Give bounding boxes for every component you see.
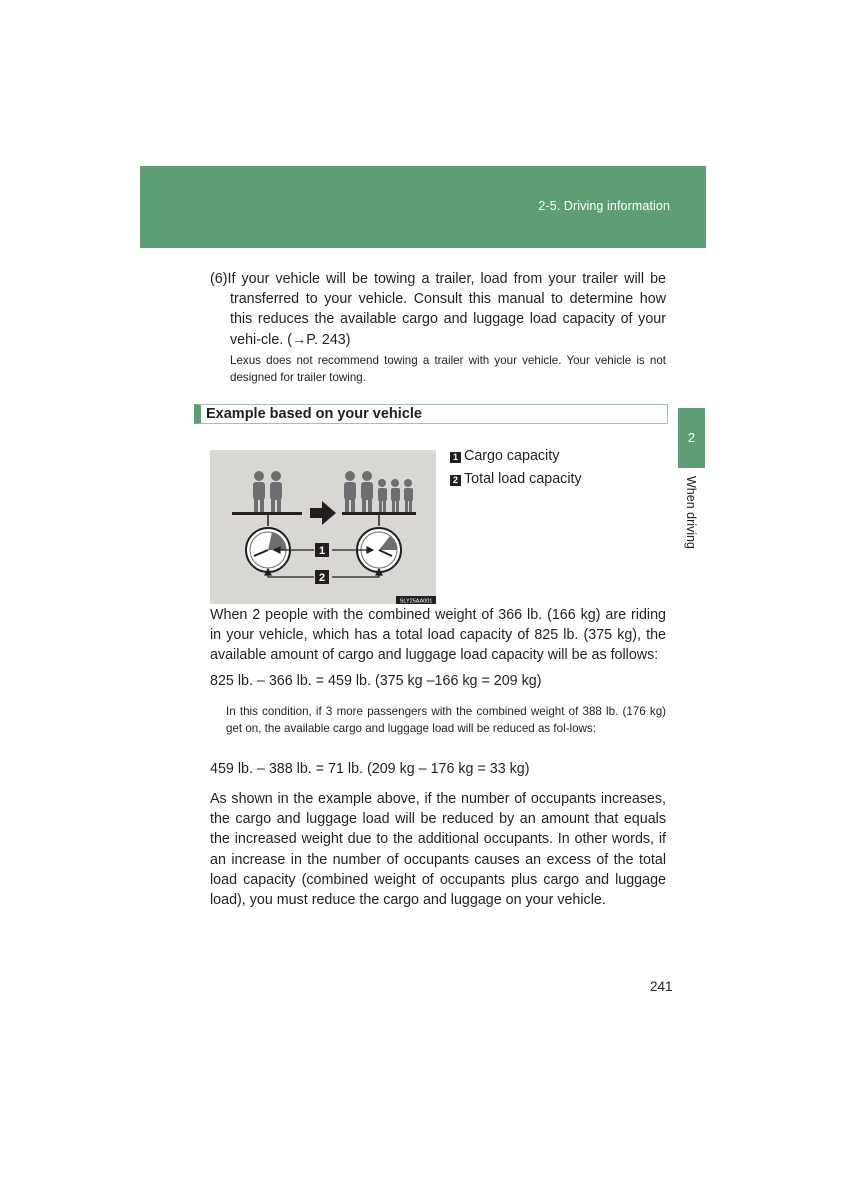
section-heading-title: Example based on your vehicle bbox=[206, 406, 422, 422]
trailer-note: Lexus does not recommend towing a trailer with your vehicle. Your vehicle is not designed for trailer towing. bbox=[230, 354, 666, 384]
gauge-after bbox=[357, 515, 401, 572]
calculation-2: 459 lb. – 388 lb. = 71 lb. (209 kg – 176 kg = 33 kg) bbox=[210, 761, 530, 777]
load-capacity-illustration bbox=[210, 450, 436, 604]
arrow-right-icon bbox=[310, 501, 336, 525]
page-number: 241 bbox=[650, 979, 673, 994]
section-heading bbox=[194, 404, 668, 424]
legend-item-cargo-capacity bbox=[450, 447, 559, 465]
callout-2-label: 2 bbox=[318, 572, 326, 584]
figure-code: SLY25AA001 bbox=[399, 598, 433, 604]
step-6-text: (6)If your vehicle will be towing a trailer, load from your trailer will be transferred to your vehicle. Consult this manual to determine how this reduces the available cargo and luggage load capacity of your vehi-cle. (→P. 243) bbox=[210, 271, 666, 348]
people-group-before bbox=[253, 471, 282, 513]
legend-item-total-load-capacity bbox=[450, 470, 582, 488]
legend-number-1: 1 bbox=[450, 452, 461, 463]
chapter-tab: 2 bbox=[678, 408, 705, 468]
people-group-after bbox=[344, 471, 413, 513]
additional-passengers-note: In this condition, if 3 more passengers with the combined weight of 388 lb. (176 kg) get on, the available cargo and luggage load will be reduced as fol-lows: bbox=[226, 705, 666, 735]
example-paragraph: When 2 people with the combined weight of 366 lb. (166 kg) are riding in your vehicle, which has a total load capacity of 825 lb. (375 kg), the available amount of cargo and luggage load capacity will be as follows: bbox=[210, 607, 666, 664]
summary-paragraph: As shown in the example above, if the number of occupants increases, the cargo and luggage load will be reduced by an amount that equals the increased weight due to the additional occupants. In other words, if an increase in the number of occupants causes an excess of the total load capacity (combined weight of occupants plus cargo and luggage load), you must reduce the cargo and luggage on your vehicle. bbox=[210, 791, 666, 909]
legend-number-2: 2 bbox=[450, 475, 461, 486]
gauge-before bbox=[246, 515, 290, 572]
chapter-label: When driving bbox=[684, 476, 698, 549]
section-header-bar bbox=[140, 166, 706, 248]
calculation-1: 825 lb. – 366 lb. = 459 lb. (375 kg –166 kg = 209 kg) bbox=[210, 673, 542, 689]
section-header-title: 2-5. Driving information bbox=[538, 199, 670, 213]
legend-label-1: Cargo capacity bbox=[464, 448, 560, 464]
legend-label-2: Total load capacity bbox=[464, 471, 582, 487]
callout-1-label: 1 bbox=[318, 545, 326, 557]
